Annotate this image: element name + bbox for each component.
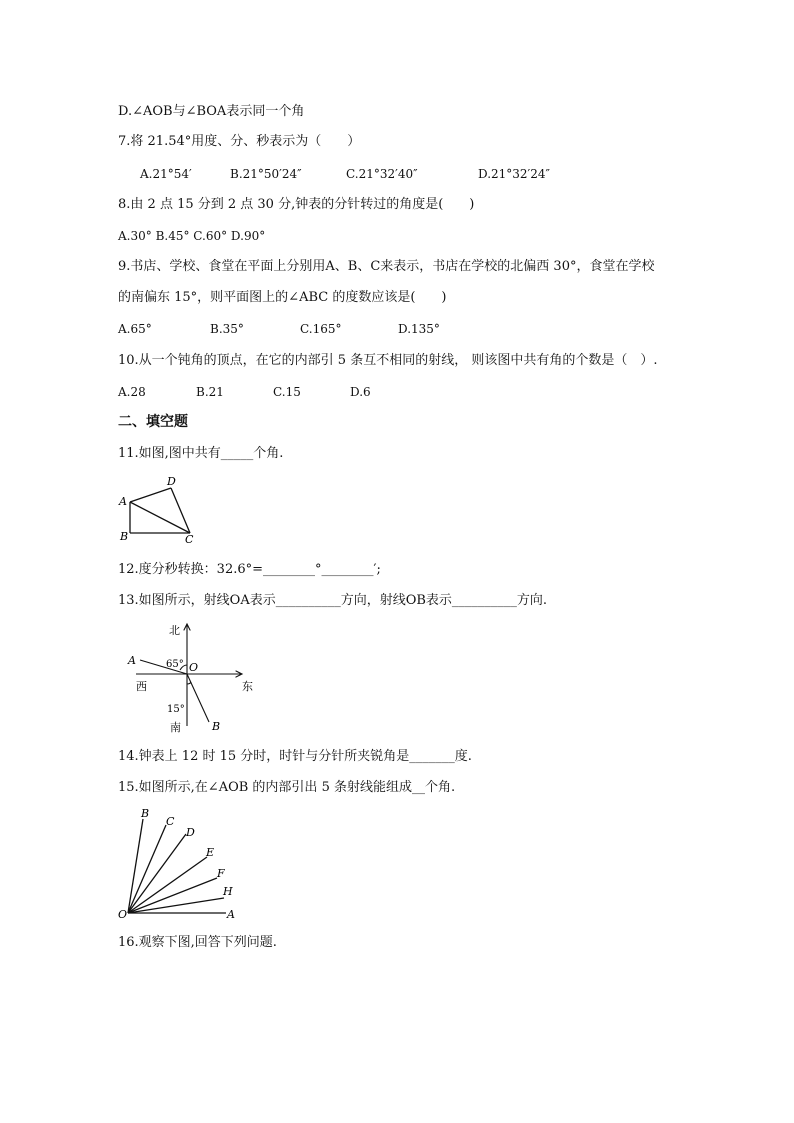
- label-o: O: [189, 661, 199, 674]
- q7-stem: 7.将 21.54°用度、分、秒表示为（ ）: [118, 134, 361, 149]
- label-a: A: [227, 908, 235, 921]
- label-d: D: [186, 826, 195, 839]
- q13-stem: 13.如图所示，射线OA表示__________方向，射线OB表示__________方向.: [118, 593, 548, 608]
- label-east: 东: [242, 680, 253, 693]
- label-south: 南: [170, 721, 181, 734]
- q10-stem: 10.从一个钝角的顶点，在它的内部引 5 条互不相同的射线， 则该图中共有角的个数是（ ）.: [118, 353, 658, 368]
- q15-stem: 15.如图所示,在∠AOB 的内部引出 5 条射线能组成__个角.: [118, 780, 456, 795]
- ray-ob: [128, 819, 143, 913]
- q10-option-d: D.6: [350, 385, 371, 399]
- label-angle-15: 15°: [167, 704, 185, 715]
- segment-ac: [130, 502, 190, 533]
- angle-arc-15: [187, 682, 191, 684]
- label-c: C: [185, 533, 194, 546]
- q12-stem: 12.度分秒转换：32.6°=________°________′;: [118, 562, 381, 577]
- q11-figure: [116, 474, 206, 544]
- label-f: F: [217, 867, 225, 880]
- label-a: A: [128, 654, 136, 667]
- label-o: O: [118, 908, 128, 921]
- label-c: C: [166, 815, 175, 828]
- q7-option-b: B.21°50′24″: [230, 167, 302, 181]
- q9-option-c: C.165°: [300, 322, 342, 336]
- label-b: B: [120, 530, 129, 543]
- label-west: 西: [136, 680, 147, 693]
- q7-option-a: A.21°54′: [140, 167, 192, 181]
- q9-option-b: B.35°: [210, 322, 244, 336]
- q9-stem-line1: 9.书店、学校、食堂在平面上分别用A、B、C来表示，书店在学校的北偏西 30°，食堂在学校: [118, 259, 655, 274]
- label-d: D: [167, 475, 176, 488]
- ray-ob: [187, 674, 209, 722]
- label-a: A: [119, 495, 127, 508]
- segment-ad: [130, 488, 171, 502]
- q6-option-d: D.∠AOB与∠BOA表示同一个角: [118, 104, 305, 119]
- q10-option-b: B.21: [196, 385, 224, 399]
- label-e: E: [206, 846, 215, 859]
- q13-compass-figure: [120, 618, 270, 740]
- label-north: 北: [169, 624, 180, 637]
- q9-option-a: A.65°: [118, 322, 152, 336]
- q10-option-c: C.15: [273, 385, 301, 399]
- q15-rays-figure: [116, 805, 244, 923]
- label-b: B: [212, 720, 221, 733]
- section-heading-fill-blank: 二、填空题: [118, 414, 188, 430]
- q7-option-d: D.21°32′24″: [478, 167, 551, 181]
- ray-oh: [128, 898, 224, 913]
- q9-option-d: D.135°: [398, 322, 440, 336]
- label-h: H: [223, 885, 233, 898]
- q11-stem: 11.如图,图中共有_____个角.: [118, 446, 284, 461]
- q8-options: A.30° B.45° C.60° D.90°: [118, 229, 266, 243]
- label-angle-65: 65°: [166, 659, 184, 670]
- q14-stem: 14.钟表上 12 时 15 分时，时针与分针所夹锐角是_______度.: [118, 749, 472, 764]
- q8-stem: 8.由 2 点 15 分到 2 点 30 分,钟表的分针转过的角度是( ): [118, 197, 475, 212]
- label-b: B: [141, 807, 150, 820]
- q10-option-a: A.28: [118, 385, 146, 399]
- q9-stem-line2: 的南偏东 15°，则平面图上的∠ABC 的度数应该是( ): [118, 290, 447, 305]
- q7-option-c: C.21°32′40″: [346, 167, 418, 181]
- segment-dc: [171, 488, 190, 533]
- q16-stem: 16.观察下图,回答下列问题.: [118, 935, 277, 950]
